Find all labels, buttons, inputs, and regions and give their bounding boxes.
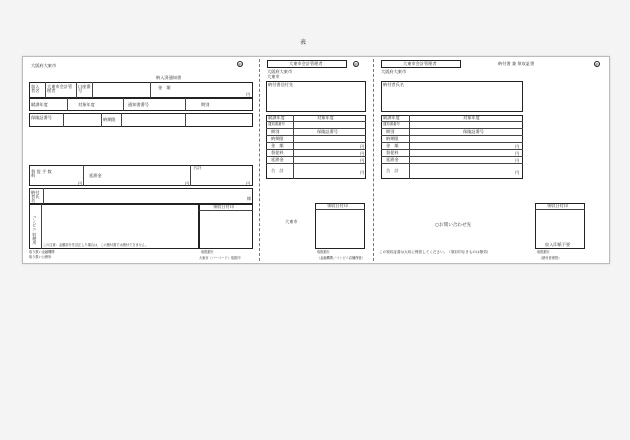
p1-notice-title: 納入済通知書 — [156, 75, 182, 80]
p1-amount-label: 金 額 — [158, 85, 171, 90]
p1-account-label: 口座番号 — [78, 84, 91, 94]
p1-row2-1: 対象年度 — [78, 102, 95, 107]
p3-seal-icon: 納 — [595, 63, 599, 67]
p3-stamp-label: 収入印紙不要 — [545, 242, 571, 247]
p1-footer-right: 大東市（バーコード）取扱印 — [199, 256, 241, 260]
p1-footer-mid: 取扱銀行 — [201, 250, 214, 254]
p3-note: この領収証書は大切に保管してください。（領収印なきものは無効） — [379, 250, 491, 254]
p1-row2-2: 通知書番号 — [128, 102, 149, 107]
p3-target-year: 対象年度 — [463, 115, 480, 120]
p3-row-2: 期別 — [386, 129, 395, 134]
p1-total-yen: 円 — [246, 181, 251, 186]
p1-header: 大阪府大東市 — [31, 63, 57, 68]
p3-yen-2: 円 — [515, 151, 520, 156]
p1-row2-3: 期別 — [201, 102, 210, 107]
p1-amount-yen: 円 — [246, 92, 251, 97]
p1-payer-row — [29, 188, 253, 204]
p2-receipt-stamp-label: 領収日付印 — [327, 203, 348, 208]
p3-receipt-stamp-label: 領収日付印 — [547, 203, 568, 208]
p2-seal-icon: 納 — [354, 63, 358, 67]
p1-addressee-value: 大東市会計管理者 — [47, 84, 73, 94]
p3-footer-right: （納付者保管） — [539, 256, 562, 260]
p3-payer-label: 納付者氏名 — [383, 82, 404, 87]
p2-footer-right: （金融機関／コンビニ店舗保管） — [317, 256, 365, 260]
perforation-line-1 — [259, 59, 260, 261]
p3-detail-table — [381, 115, 523, 179]
p2-row-3: 納期限 — [271, 136, 284, 141]
p3-row-7: 合 計 — [386, 168, 399, 173]
p1-convenience-label: コンビニ 収納用 — [32, 215, 38, 245]
p1-note: この注意：金額部分を訂正した場合は、この納付書では納付できません。 — [43, 243, 149, 247]
p1-due-label: 納期限 — [103, 117, 116, 122]
p1-fee-row — [29, 165, 253, 186]
p1-fee-yen: 円 — [78, 181, 83, 186]
p2-footer-left: 取扱銀行 — [317, 250, 330, 254]
p2-row-6: 延滞金 — [271, 157, 284, 162]
p1-footer-left-1: 取り扱い金融機関 — [29, 250, 55, 254]
p3-inquiry: ○お問い合わせ先 — [435, 223, 472, 228]
payment-slip-sheet — [22, 56, 610, 264]
p2-row-1: 通知書番号 — [268, 122, 285, 126]
p2-row-0: 賦課年度 — [268, 115, 285, 120]
p2-row-4: 金 額 — [271, 143, 284, 148]
p3-footer-left: 取扱銀行 — [537, 250, 550, 254]
p2-insured-label: 保険証番号 — [317, 129, 338, 134]
p1-insured-label: 保険証番号 — [31, 115, 52, 120]
p2-header-2: 大東市 — [267, 74, 280, 79]
p1-late-label: 延滞金 — [89, 173, 102, 178]
p3-yen-3: 円 — [515, 158, 520, 163]
p1-payer-label: 納付者氏 名 — [31, 190, 44, 204]
p3-yen-4: 円 — [515, 170, 520, 175]
p2-target-year: 対象年度 — [317, 115, 334, 120]
p2-header-1: 大阪府大東市 — [267, 69, 293, 74]
p3-row-0: 賦課年度 — [383, 115, 400, 120]
p2-yen-4: 円 — [360, 170, 365, 175]
p1-payer-sama: 様 — [247, 196, 252, 201]
p1-fee-label: 督 促 手 数料 — [31, 169, 52, 179]
p3-header: 大阪府大東市 — [381, 69, 407, 74]
p1-total-label: 合計 — [193, 165, 202, 170]
p1-row2-0: 賦課年度 — [31, 102, 48, 107]
p3-row-4: 金 額 — [386, 143, 399, 148]
p2-yen-3: 円 — [360, 158, 365, 163]
p2-yen-2: 円 — [360, 151, 365, 156]
p1-seal-icon: 納 — [238, 63, 242, 67]
p2-yen-1: 円 — [360, 144, 365, 149]
page-title: 表 — [300, 39, 307, 46]
p3-yen-1: 円 — [515, 144, 520, 149]
p1-footer-left-2: 取り扱い公務所 — [29, 255, 52, 259]
p1-receipt-stamp-label: 領収日付印 — [213, 204, 234, 209]
p3-row-3: 納期限 — [386, 136, 399, 141]
p2-row-5: 督促料 — [271, 150, 284, 155]
p1-late-yen: 円 — [185, 181, 190, 186]
p2-title: 大東市会計管理者 — [289, 61, 323, 66]
p3-row-6: 延滞金 — [386, 157, 399, 162]
p3-row-5: 督促料 — [386, 150, 399, 155]
p2-row-2: 期別 — [271, 129, 280, 134]
p3-title: 納付書 兼 領収証書 — [498, 61, 535, 66]
p3-insured-label: 保険証番号 — [463, 129, 484, 134]
p2-city: 大東市 — [285, 219, 298, 224]
p3-row-1: 通知書番号 — [383, 122, 400, 126]
p3-box-title: 大東市会計管理者 — [403, 61, 437, 66]
p1-addressee-label: 加入者名 — [31, 84, 40, 94]
perforation-line-2 — [373, 59, 374, 261]
p2-recipient-label: 納付書送付先 — [268, 82, 294, 87]
p2-row-7: 合 計 — [271, 168, 284, 173]
